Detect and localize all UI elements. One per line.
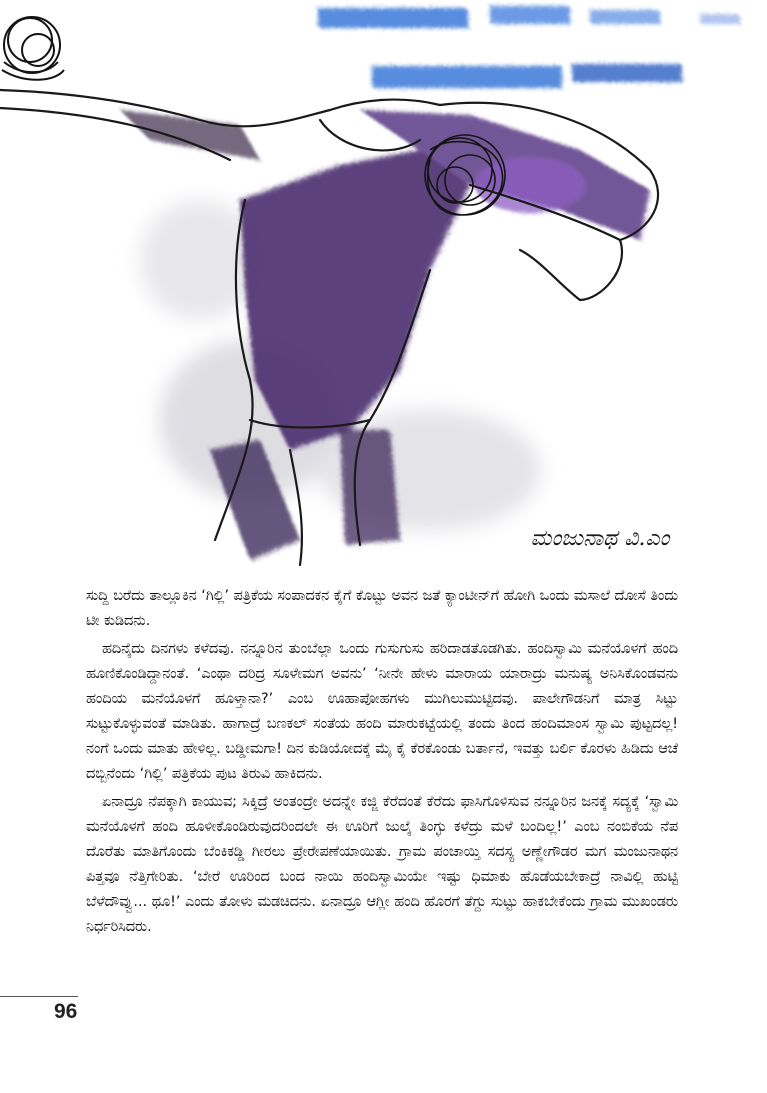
footer-rule [0,996,78,997]
paragraph: ಏನಾದ್ರೂ ನೆಪಕ್ಕಾಗಿ ಕಾಯುವ; ಸಿಕ್ಕಿದ್ರೆ ಅಂತಂದ್ರೇ ಅದನ್ನೇ ಕಜ್ಜಿ ಕೆರೆದಂತೆ ಕೆರೆದು ಫಾಸಿಗೊಳಿಸುವ ನನ್ನೂರಿನ ಜನಕ್ಕೆ ಸದ್ಯಕ್ಕೆ ‘ಸ್ವಾಮಿ ಮನೆಯೊಳಗೆ ಹಂದಿ ಹೂಳೀಕೊಂಡಿರುವುದರಿಂದಲೇ ಈ ಊರಿಗೆ ಜುಲೈ ತಿಂಗ್ಳು ಕಳೆದ್ರು ಮಳೆ ಬಂದಿಲ್ಲ!’ ಎಂಬ ನಂಬಿಕೆಯ ನೆಪ ದೊರೆತು ಮಾತಿಗೊಂದು ಬೆಂಕಿಕಡ್ಡಿ ಗೀರಲು ಪ್ರೇರೇಪಣೆಯಾಯಿತು. ಗ್ರಾಮ ಪಂಚಾಯ್ತಿ ಸದಸ್ಯ ಅಣ್ಣೇಗೌಡರ ಮಗ ಮಂಜುನಾಥನ ಪಿತ್ತವೂ ನೆತ್ತಿಗೇರಿತು. ‘ಬೇರೆ ಊರಿಂದ ಬಂದ ನಾಯಿ ಹಂದಿಸ್ವಾಮಿಯೇ ಇಷ್ಟು ಧಿಮಾಕು ಹೊಡೆಯಬೇಕಾದ್ರೆ ನಾವಿಲ್ಲಿ ಹುಟ್ಟಿ ಬೆಳೆದೌವ್ವು... ಥೂ!’ ಎಂದು ತೋಳು ಮಡಚಿದನು. ಏನಾದ್ರೂ ಆಗ್ಲೀ ಹಂದಿ ಹೊರಗೆ ತೆಗ್ದು ಸುಟ್ಟು ಹಾಕಬೇಕೆಂದು ಗ್ರಾಮ ಮುಖಂಡರು ನಿರ್ಧರಿಸಿದರು. [86,794,678,935]
page-number: 96 [54,1000,78,1023]
hand-scribble [2,17,64,80]
article-body [86,584,678,940]
artist-signature: ಮಂಜುನಾಥ ವಿ.ಎಂ [530,526,670,551]
blue-window-strokes [318,6,740,88]
figure-body [120,110,650,560]
paragraph: ಹದಿನೈದು ದಿನಗಳು ಕಳೆದವು. ನನ್ನೂರಿನ ತುಂಬೆಲ್ಲಾ ಒಂದು ಗುಸುಗುಸು ಹರಿದಾಡತೊಡಗಿತು. ಹಂದಿಸ್ವಾಮಿ ಮನೆಯೊಳಗೆ ಹಂದಿ ಹೂಣಿಕೊಂಡಿದ್ದಾನಂತೆ. ‘ಎಂಥಾ ದರಿದ್ರ ಸೂಳೇಮಗ ಅವನು’ ‘ನೀನೇ ಹೇಳು ಮಾರಾಯ ಯಾರಾದ್ರು ಮನುಷ್ಯ ಅನಿಸಿಕೊಂಡವನು ಹಂದಿಯ ಮನೆಯೊಳಗೆ ಹೂಳ್ತಾನಾ?’ ಎಂಬ ಊಹಾಪೋಹಗಳು ಮುಗಿಲುಮುಟ್ಟಿದವು. ಪಾಲೇಗೌಡನಿಗೆ ಮಾತ್ರ ಸಿಟ್ಟು ಸುಟ್ಟುಕೊಳ್ಳುವಂತೆ ಮಾಡಿತು. ಹಾಗಾದ್ರೆ ಬಣಕಲ್ ಸಂತೆಯ ಹಂದಿ ಮಾರುಕಟ್ಟೆಯಲ್ಲಿ ತಂದು ತಿಂದ ಹಂದಿಮಾಂಸ ಸ್ವಾಮಿ ಪುಟ್ಟದಲ್ಲ! ನಂಗೆ ಒಂದು ಮಾತು ಹೇಳಿಲ್ಲ. ಬಡ್ಡೀಮಗಾ! ದಿನ ಕುಡಿಯೋದಕ್ಕೆ ಮೈ ಕೈ ಕೆರಕೊಂಡು ಬರ್ತಾನೆ, ಇವತ್ತು ಬರ್ಲಿ ಕೊರಳು ಹಿಡಿದು ಆಚೆ ದಬ್ಬಿನೆಂದು ‘ಗಿಲ್ಲಿ’ ಪತ್ರಿಕೆಯ ಪುಟ ತಿರುವಿ ಹಾಕಿದನು. [86,641,678,782]
paragraph: ಸುದ್ದಿ ಬರೆದು ತಾಲ್ಲೂಕಿನ ‘ಗಿಲ್ಲಿ’ ಪತ್ರಿಕೆಯ ಸಂಪಾದಕನ ಕೈಗೆ ಕೊಟ್ಟು ಅವನ ಜತೆ ಕ್ಯಾಂಟೀನ್‌ಗೆ ಹೋಗಿ ಒಂದು ಮಸಾಲೆ ದೋಸೆ ತಿಂದು ಟೀ ಕುಡಿದನು. [86,588,678,629]
